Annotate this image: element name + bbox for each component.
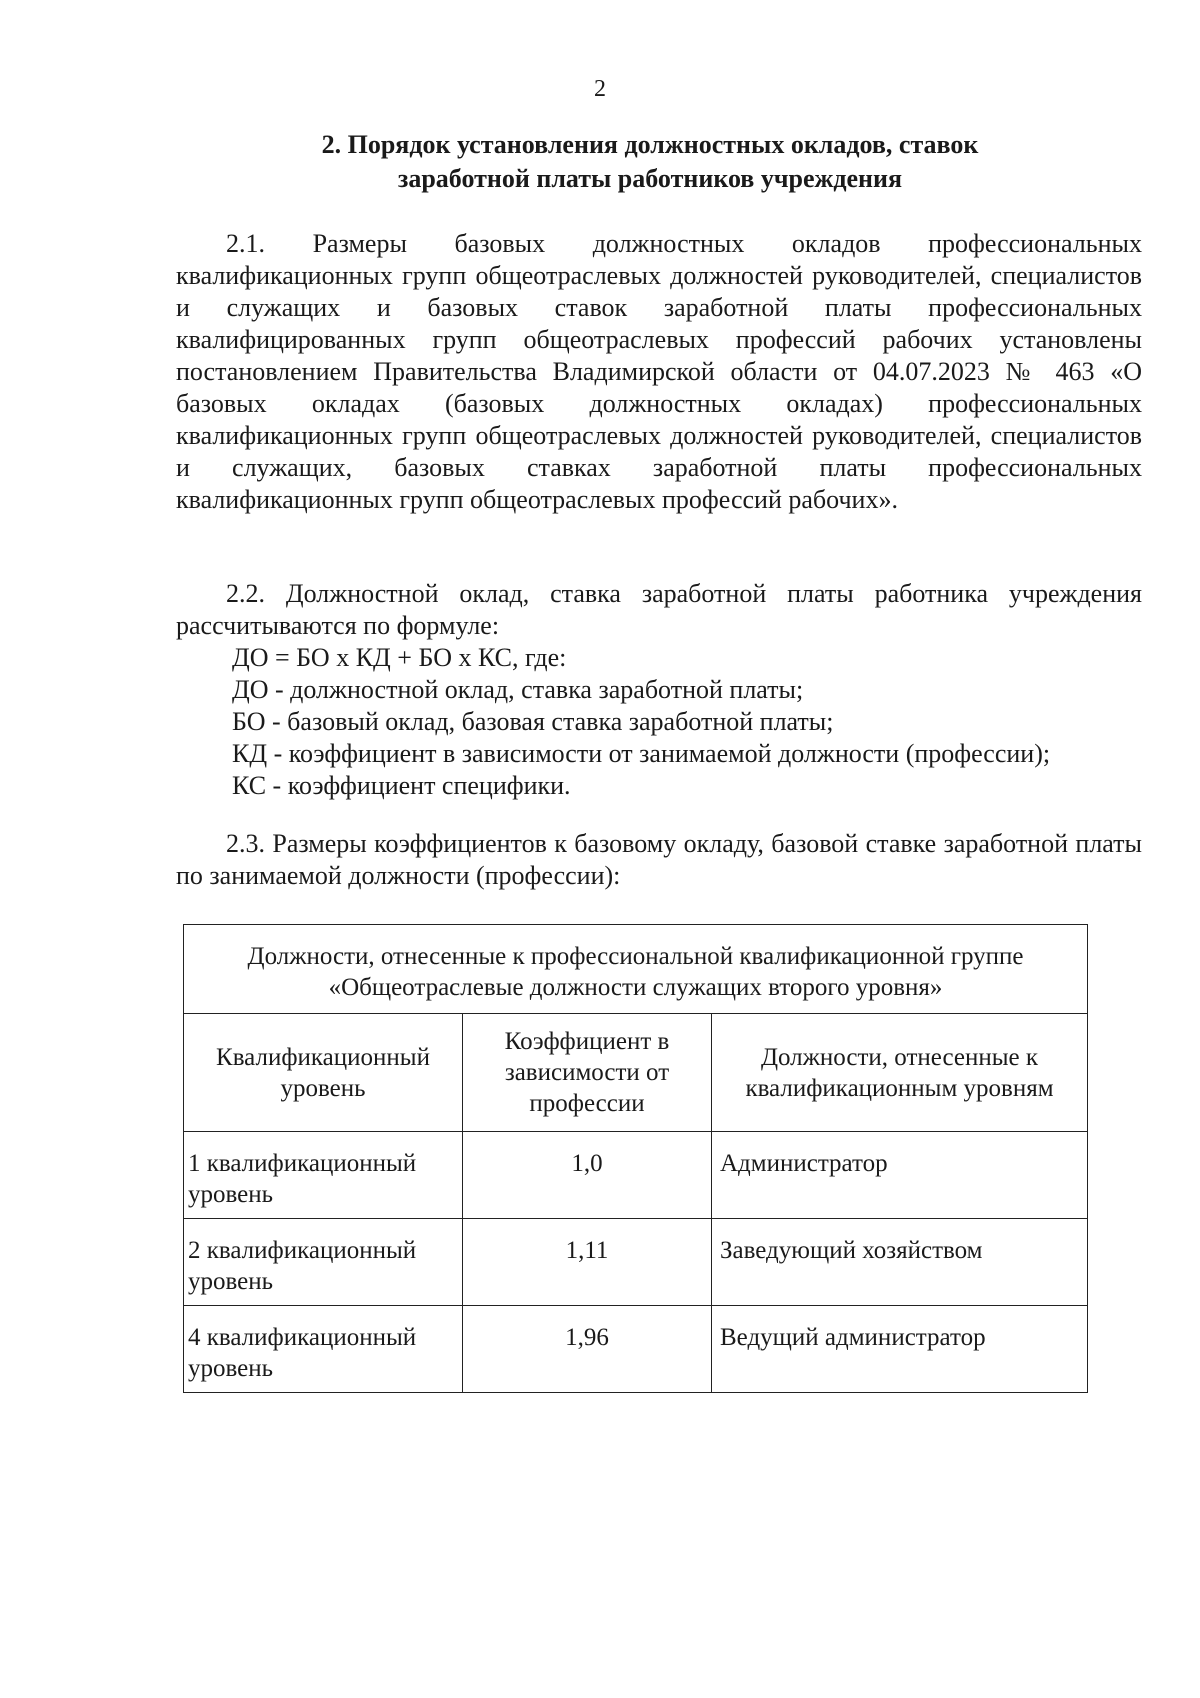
formula-definition-bo: БО - базовый оклад, базовая ставка заработной платы; (232, 707, 834, 736)
formula-definition-ks: КС - коэффициент специфики. (232, 771, 571, 800)
section-title (170, 128, 1130, 196)
section-title-line-2: заработной платы работников учреждения (397, 164, 903, 193)
formula-line: ДО = БО х КД + БО х КС, где: (232, 643, 567, 672)
header-level: Квалификационный уровень (184, 1014, 463, 1132)
paragraph-2-1-block (176, 228, 1142, 516)
section-title-line-1: 2. Порядок установления должностных окладов, ставок (321, 130, 979, 159)
page-number: 2 (594, 76, 606, 102)
paragraph-2-2: 2.2. Должностной оклад, ставка заработной платы работника учреждения рассчитываются по формуле: (176, 579, 1142, 640)
paragraph-2-1: 2.1. Размеры базовых должностных окладов профессиональных квалификационных групп общеотраслевых должностей руководителей, специалистов и служащих и базовых ставок заработной платы профессиональных квалифицированных групп общеотраслевых профессий рабочих установлены постановлением Правительства Владимирской области от 04.07.2023 № 463 «О базовых окладах (базовых должностных окладах) профессиональных квалификационных групп общеотраслевых должностей руководителей, специалистов и служащих, базовых ставках заработной платы профессиональных квалификационных групп общеотраслевых профессий рабочих». (176, 229, 1142, 514)
cell-position: Ведущий администратор (712, 1306, 1088, 1393)
cell-coefficient: 1,11 (463, 1219, 712, 1306)
cell-coefficient: 1,0 (463, 1132, 712, 1219)
table-header-row (184, 1014, 1088, 1132)
table-caption-row (184, 925, 1088, 1014)
table-row (184, 1132, 1088, 1219)
table-row (184, 1306, 1088, 1393)
cell-level: 1 квалификационный уровень (184, 1132, 463, 1219)
formula-definition-kd: КД - коэффициент в зависимости от занимаемой должности (профессии); (232, 739, 1051, 768)
qualification-table (183, 924, 1088, 1393)
header-positions: Должности, отнесенные к квалификационным уровням (712, 1014, 1088, 1132)
table-caption (184, 925, 1088, 1014)
paragraph-2-2-block (176, 578, 1142, 642)
table-row (184, 1219, 1088, 1306)
paragraph-2-3-block (176, 828, 1142, 892)
table-caption-line-1: Должности, отнесенные к профессиональной квалификационной группе (247, 943, 1024, 970)
cell-level: 2 квалификационный уровень (184, 1219, 463, 1306)
formula-definition-do: ДО - должностной оклад, ставка заработной платы; (232, 675, 804, 704)
table-caption-line-2: «Общеотраслевые должности служащих второго уровня» (328, 974, 943, 1001)
cell-level: 4 квалификационный уровень (184, 1306, 463, 1393)
cell-coefficient: 1,96 (463, 1306, 712, 1393)
cell-position: Заведующий хозяйством (712, 1219, 1088, 1306)
cell-position: Администратор (712, 1132, 1088, 1219)
paragraph-2-3: 2.3. Размеры коэффициентов к базовому окладу, базовой ставке заработной платы по занимаемой должности (профессии): (176, 829, 1142, 890)
header-coefficient: Коэффициент в зависимости от профессии (463, 1014, 712, 1132)
